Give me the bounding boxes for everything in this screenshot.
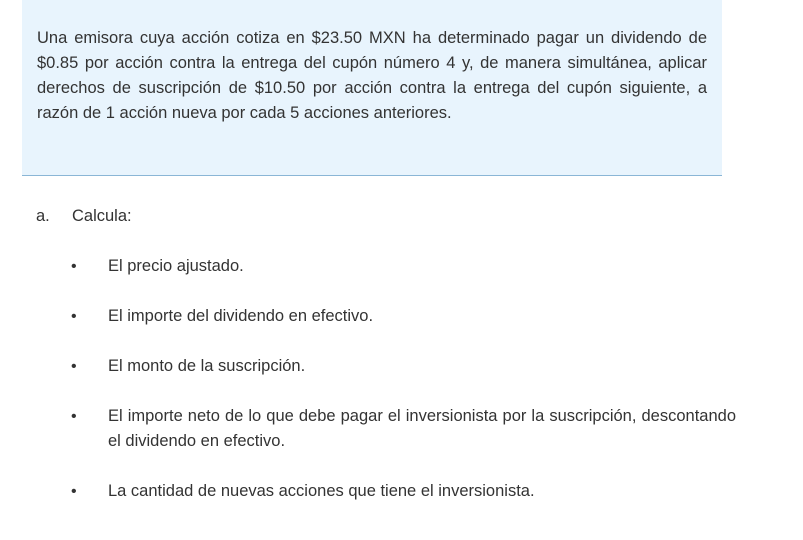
bullet-icon: • — [71, 483, 77, 500]
list-item-text: El precio ajustado. — [108, 257, 244, 275]
problem-statement-text: Una emisora cuya acción cotiza en $23.50 MXN ha determinado pagar un dividendo de $0.85 por acción contra la entrega del cupón número 4 y, de manera simultánea, aplicar derechos de suscripción de $10.50 por acción contra la entrega del cupón siguiente, a razón de 1 acción nueva por cada 5 acciones anteriores. — [37, 29, 707, 122]
bullet-icon: • — [71, 258, 77, 275]
problem-statement-box — [22, 0, 722, 176]
list-item-importe-neto — [36, 404, 736, 454]
question-items-list — [36, 254, 736, 529]
bullet-icon: • — [71, 358, 77, 375]
question-marker: a. — [36, 207, 50, 225]
list-item-monto-suscripcion — [36, 354, 736, 379]
question-label: Calcula: — [72, 207, 132, 225]
list-item-nuevas-acciones — [36, 479, 736, 504]
list-item-precio-ajustado — [36, 254, 736, 279]
list-item-text: La cantidad de nuevas acciones que tiene el inversionista. — [108, 482, 535, 500]
list-item-importe-dividendo — [36, 304, 736, 329]
bullet-icon: • — [71, 308, 77, 325]
list-item-text: El importe del dividendo en efectivo. — [108, 307, 374, 325]
bullet-icon: • — [71, 408, 77, 425]
list-item-text: El monto de la suscripción. — [108, 357, 306, 375]
list-item-text: El importe neto de lo que debe pagar el inversionista por la suscripción, descontando el dividendo en efectivo. — [108, 407, 736, 450]
